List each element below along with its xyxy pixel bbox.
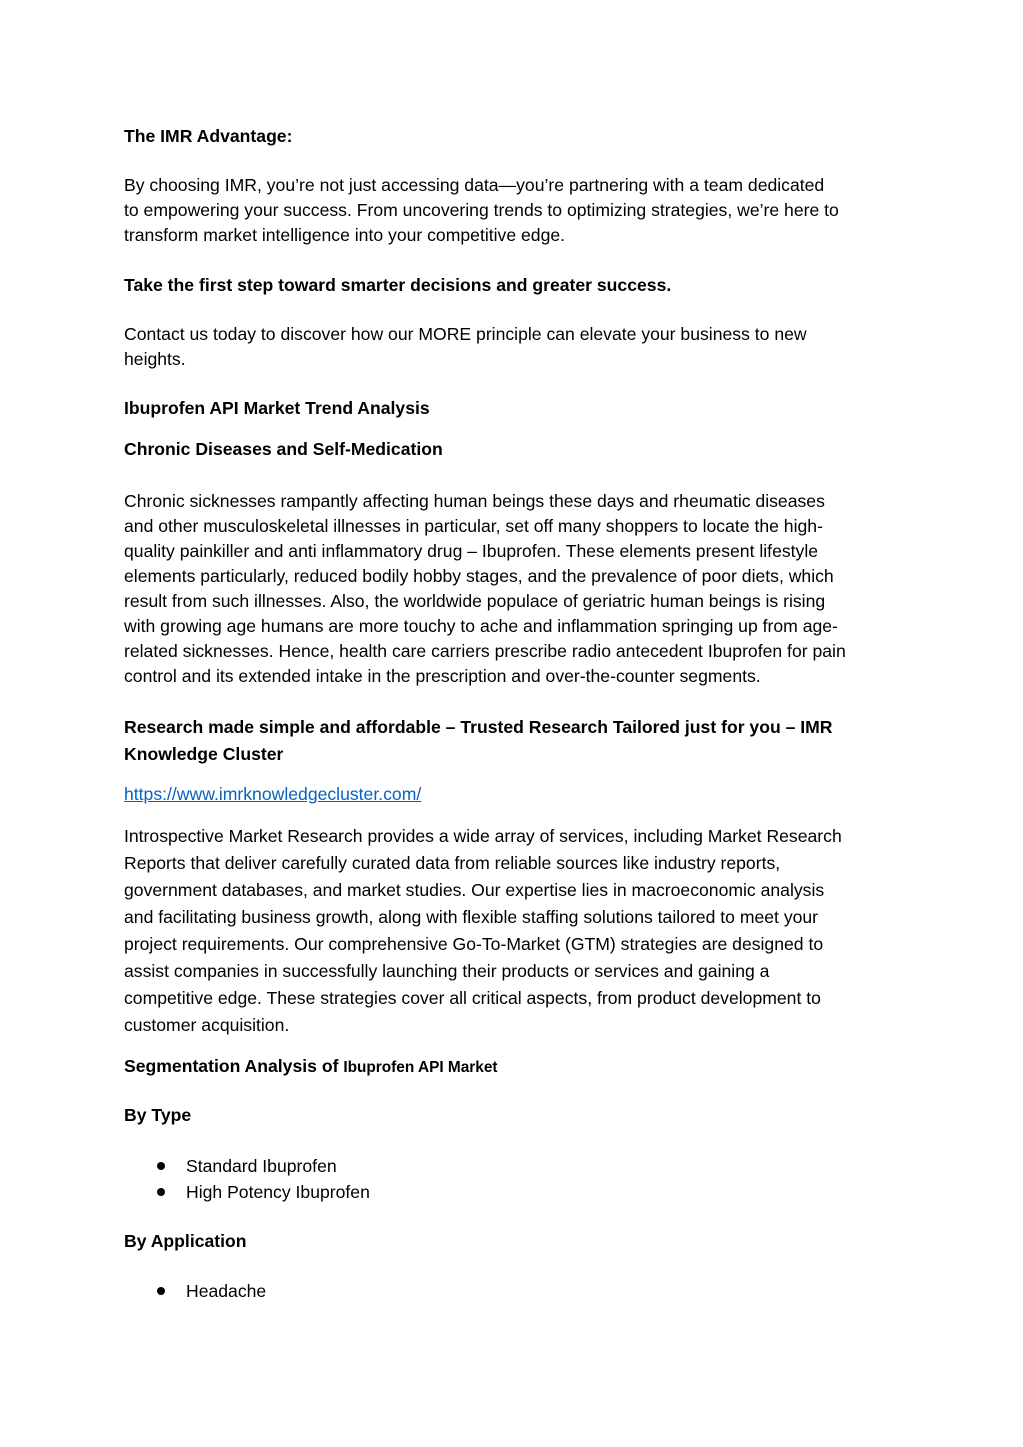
text-line: transform market intelligence into your competitive edge. (124, 225, 566, 245)
text-line: with growing age humans are more touchy to ache and inflammation springing up from age- (124, 616, 838, 636)
trend-heading: Ibuprofen API Market Trend Analysis (124, 398, 430, 418)
text-line: and other musculoskeletal illnesses in particular, set off many shoppers to locate the high- (124, 516, 823, 536)
call-to-action: Take the first step toward smarter decisions and greater success. (124, 275, 672, 295)
text-line: Research made simple and affordable – Trusted Research Tailored just for you – IMR (124, 717, 833, 737)
text-line: result from such illnesses. Also, the worldwide populace of geriatric human beings is rising (124, 591, 826, 611)
text-line: Introspective Market Research provides a wide array of services, including Market Research (124, 826, 842, 846)
imr-website-link[interactable]: https://www.imrknowledgecluster.com/ (124, 784, 422, 804)
list-item-label: Standard Ibuprofen (186, 1156, 337, 1176)
text-line: project requirements. Our comprehensive Go-To-Market (GTM) strategies are designed to (124, 934, 824, 954)
research-heading (124, 714, 904, 768)
text-line: Knowledge Cluster (124, 744, 284, 764)
text-line: government databases, and market studies. Our expertise lies in macroeconomic analysis (124, 880, 825, 900)
text-line: related sicknesses. Hence, health care carriers prescribe radio antecedent Ibuprofen for pain (124, 641, 846, 661)
advantage-paragraph (124, 173, 904, 248)
text-line: and facilitating business growth, along with flexible staffing solutions tailored to meet your (124, 907, 819, 927)
text-line: By choosing IMR, you’re not just accessing data—you’re partnering with a team dedicated (124, 175, 825, 195)
bullet-icon (157, 1162, 165, 1170)
contact-paragraph (124, 322, 904, 372)
advantage-heading: The IMR Advantage: (124, 126, 293, 146)
text-line: customer acquisition. (124, 1015, 290, 1035)
trend-paragraph (124, 489, 904, 689)
trend-subheading: Chronic Diseases and Self-Medication (124, 439, 443, 459)
text-line: heights. (124, 349, 186, 369)
text-line: assist companies in successfully launching their products or services and gaining a (124, 961, 770, 981)
text-line: elements particularly, reduced bodily hobby stages, and the prevalence of poor diets, which (124, 566, 834, 586)
text-line: Chronic sicknesses rampantly affecting human beings these days and rheumatic diseases (124, 491, 825, 511)
segmentation-heading (124, 1054, 904, 1080)
segmentation-heading-prefix: Segmentation Analysis of (124, 1056, 344, 1076)
list-item (124, 1154, 724, 1179)
text-line: quality painkiller and anti inflammatory drug – Ibuprofen. These elements present lifestyle (124, 541, 819, 561)
list-item-label: High Potency Ibuprofen (186, 1182, 370, 1202)
list-item (124, 1279, 724, 1304)
bullet-icon (157, 1287, 165, 1295)
text-line: control and its extended intake in the prescription and over-the-counter segments. (124, 666, 761, 686)
text-line: to empowering your success. From uncovering trends to optimizing strategies, we’re here to (124, 200, 839, 220)
bullet-icon (157, 1188, 165, 1196)
list-item (124, 1180, 724, 1205)
text-line: competitive edge. These strategies cover all critical aspects, from product development to (124, 988, 821, 1008)
by-application-heading: By Application (124, 1231, 247, 1251)
segmentation-heading-suffix: Ibuprofen API Market (343, 1059, 498, 1076)
text-line: Contact us today to discover how our MORE principle can elevate your business to new (124, 324, 807, 344)
research-paragraph (124, 823, 904, 1039)
by-type-heading: By Type (124, 1105, 192, 1125)
text-line: Reports that deliver carefully curated data from reliable sources like industry reports, (124, 853, 781, 873)
list-item-label: Headache (186, 1281, 267, 1301)
